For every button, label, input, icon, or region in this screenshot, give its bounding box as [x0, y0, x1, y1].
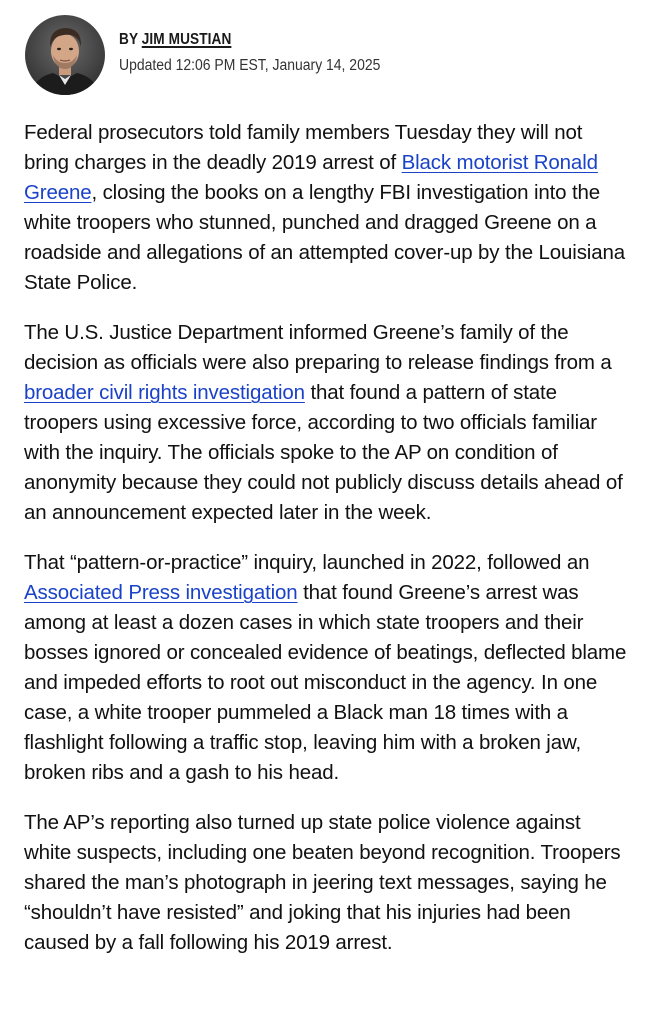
- paragraph-1-text-after: , closing the books on a lengthy FBI investigation into the white troopers who stunned, punched and dragged Greene on a roadside and allegations of an attempted cover-up by the Louisiana State Police.: [24, 181, 625, 294]
- paragraph-3-text-before: That “pattern-or-practice” inquiry, launched in 2022, followed an: [24, 551, 590, 574]
- paragraph-4: The AP’s reporting also turned up state police violence against white suspects, including one beaten beyond recognition. Troopers shared the man’s photograph in jeering text messages, saying he “shouldn’t have resisted” and joking that his injuries had been caused by a fall following his 2019 arrest.: [24, 811, 621, 954]
- author-avatar[interactable]: [25, 15, 105, 95]
- black-motorist-ronald-greene-link[interactable]: Black motorist Ronald Greene: [24, 151, 598, 204]
- byline-prefix: BY: [119, 31, 142, 48]
- broader-civil-rights-investigation-link[interactable]: broader civil rights investigation: [24, 381, 305, 404]
- paragraph-3: [24, 548, 628, 788]
- article-body: [24, 118, 628, 978]
- byline-text: [119, 31, 409, 75]
- author-link[interactable]: JIM MUSTIAN: [141, 31, 232, 48]
- updated-timestamp: Updated 12:06 PM EST, January 14, 2025: [119, 57, 381, 74]
- paragraph-1-text-before: Federal prosecutors told family members Tuesday they will not bring charges in the deadly 2019 arrest of: [24, 121, 583, 174]
- paragraph-2-text-after: that found a pattern of state troopers using excessive force, according to two officials familiar with the inquiry. The officials spoke to the AP on condition of anonymity because they could not publicly discuss details ahead of an announcement expected later in the week.: [24, 381, 623, 524]
- paragraph-2-text-before: The U.S. Justice Department informed Greene’s family of the decision as officials were also preparing to release findings from a: [24, 321, 612, 374]
- associated-press-investigation-link[interactable]: Associated Press investigation: [24, 581, 298, 604]
- author-photo: [25, 15, 105, 95]
- byline: [25, 14, 625, 96]
- paragraph-3-text-after: that found Greene’s arrest was among at least a dozen cases in which state troopers and their bosses ignored or concealed evidence of beatings, deflected blame and impeded efforts to root out misconduct in the agency. In one case, a white trooper pummeled a Black man 18 times with a flashlight following a traffic stop, leaving him with a broken jaw, broken ribs and a gash to his head.: [24, 581, 627, 784]
- author-line: [119, 31, 375, 49]
- paragraph-2: [24, 318, 628, 528]
- paragraph-1: [24, 118, 628, 298]
